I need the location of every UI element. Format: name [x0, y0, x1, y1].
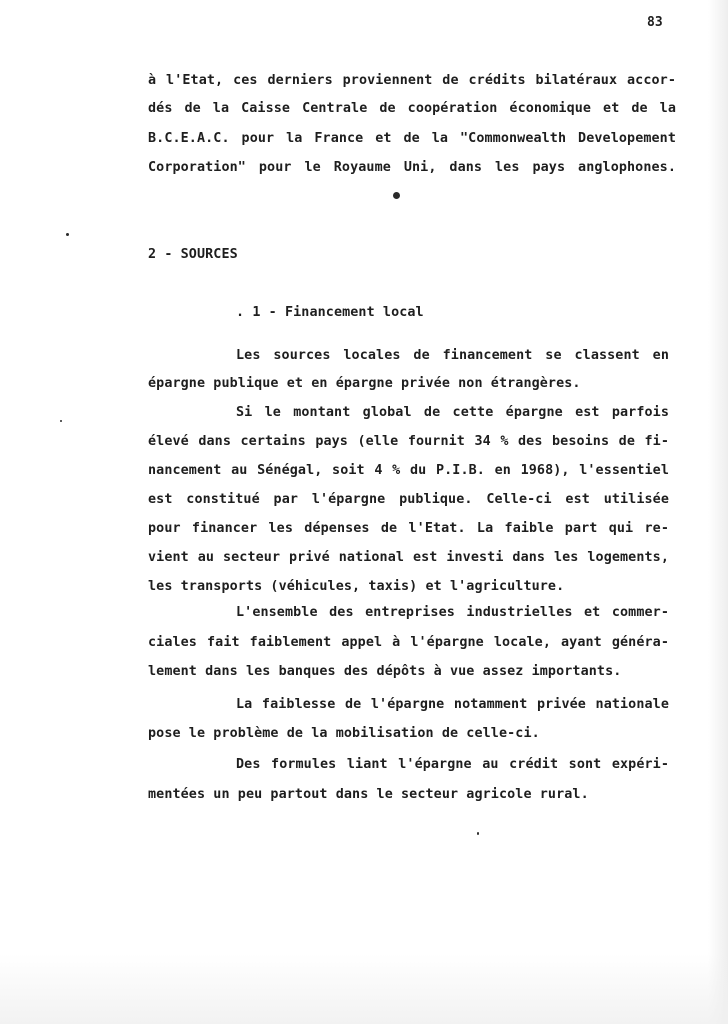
text-line: Les sources locales de financement se classent en [236, 348, 669, 363]
text-line: lement dans les banques des dépôts à vue assez importants. [148, 664, 622, 679]
text-line: B.C.E.A.C. pour la France et de la "Commonwealth Developement [148, 131, 676, 146]
text-line: Si le montant global de cette épargne est parfois [236, 405, 669, 420]
text-line: ciales fait faiblement appel à l'épargne locale, ayant généra- [148, 635, 669, 650]
ink-speck [477, 832, 479, 835]
text-line: épargne publique et en épargne privée non étrangères. [148, 376, 581, 391]
text-line: La faiblesse de l'épargne notamment privée nationale [236, 697, 669, 712]
text-line: nancement au Sénégal, soit 4 % du P.I.B. en 1968), l'essentiel [148, 463, 669, 478]
ink-speck [393, 192, 400, 199]
text-line: Corporation" pour le Royaume Uni, dans les pays anglophones. [148, 160, 676, 175]
ink-speck [60, 420, 62, 422]
subsection-heading: . 1 - Financement local [236, 305, 424, 320]
text-line: pose le problème de la mobilisation de celle-ci. [148, 726, 540, 741]
text-line: vient au secteur privé national est investi dans les logements, [148, 550, 669, 565]
text-line: mentées un peu partout dans le secteur agricole rural. [148, 787, 589, 802]
text-line: Des formules liant l'épargne au crédit sont expéri- [236, 757, 669, 772]
scan-shadow-bottom [0, 954, 728, 1024]
text-line: les transports (véhicules, taxis) et l'agriculture. [148, 579, 565, 594]
section-heading: 2 - SOURCES [148, 247, 238, 262]
page-number: 83 [647, 15, 663, 30]
text-line: élevé dans certains pays (elle fournit 34 % des besoins de fi- [148, 434, 669, 449]
text-line: à l'Etat, ces derniers proviennent de crédits bilatéraux accor- [148, 73, 676, 88]
scan-shadow-right [708, 0, 728, 1024]
text-line: est constitué par l'épargne publique. Celle-ci est utilisée [148, 492, 669, 507]
text-line: pour financer les dépenses de l'Etat. La faible part qui re- [148, 521, 669, 536]
ink-speck [66, 233, 69, 236]
text-line: L'ensemble des entreprises industrielles et commer- [236, 605, 669, 620]
text-line: dés de la Caisse Centrale de coopération économique et de la [148, 101, 676, 116]
